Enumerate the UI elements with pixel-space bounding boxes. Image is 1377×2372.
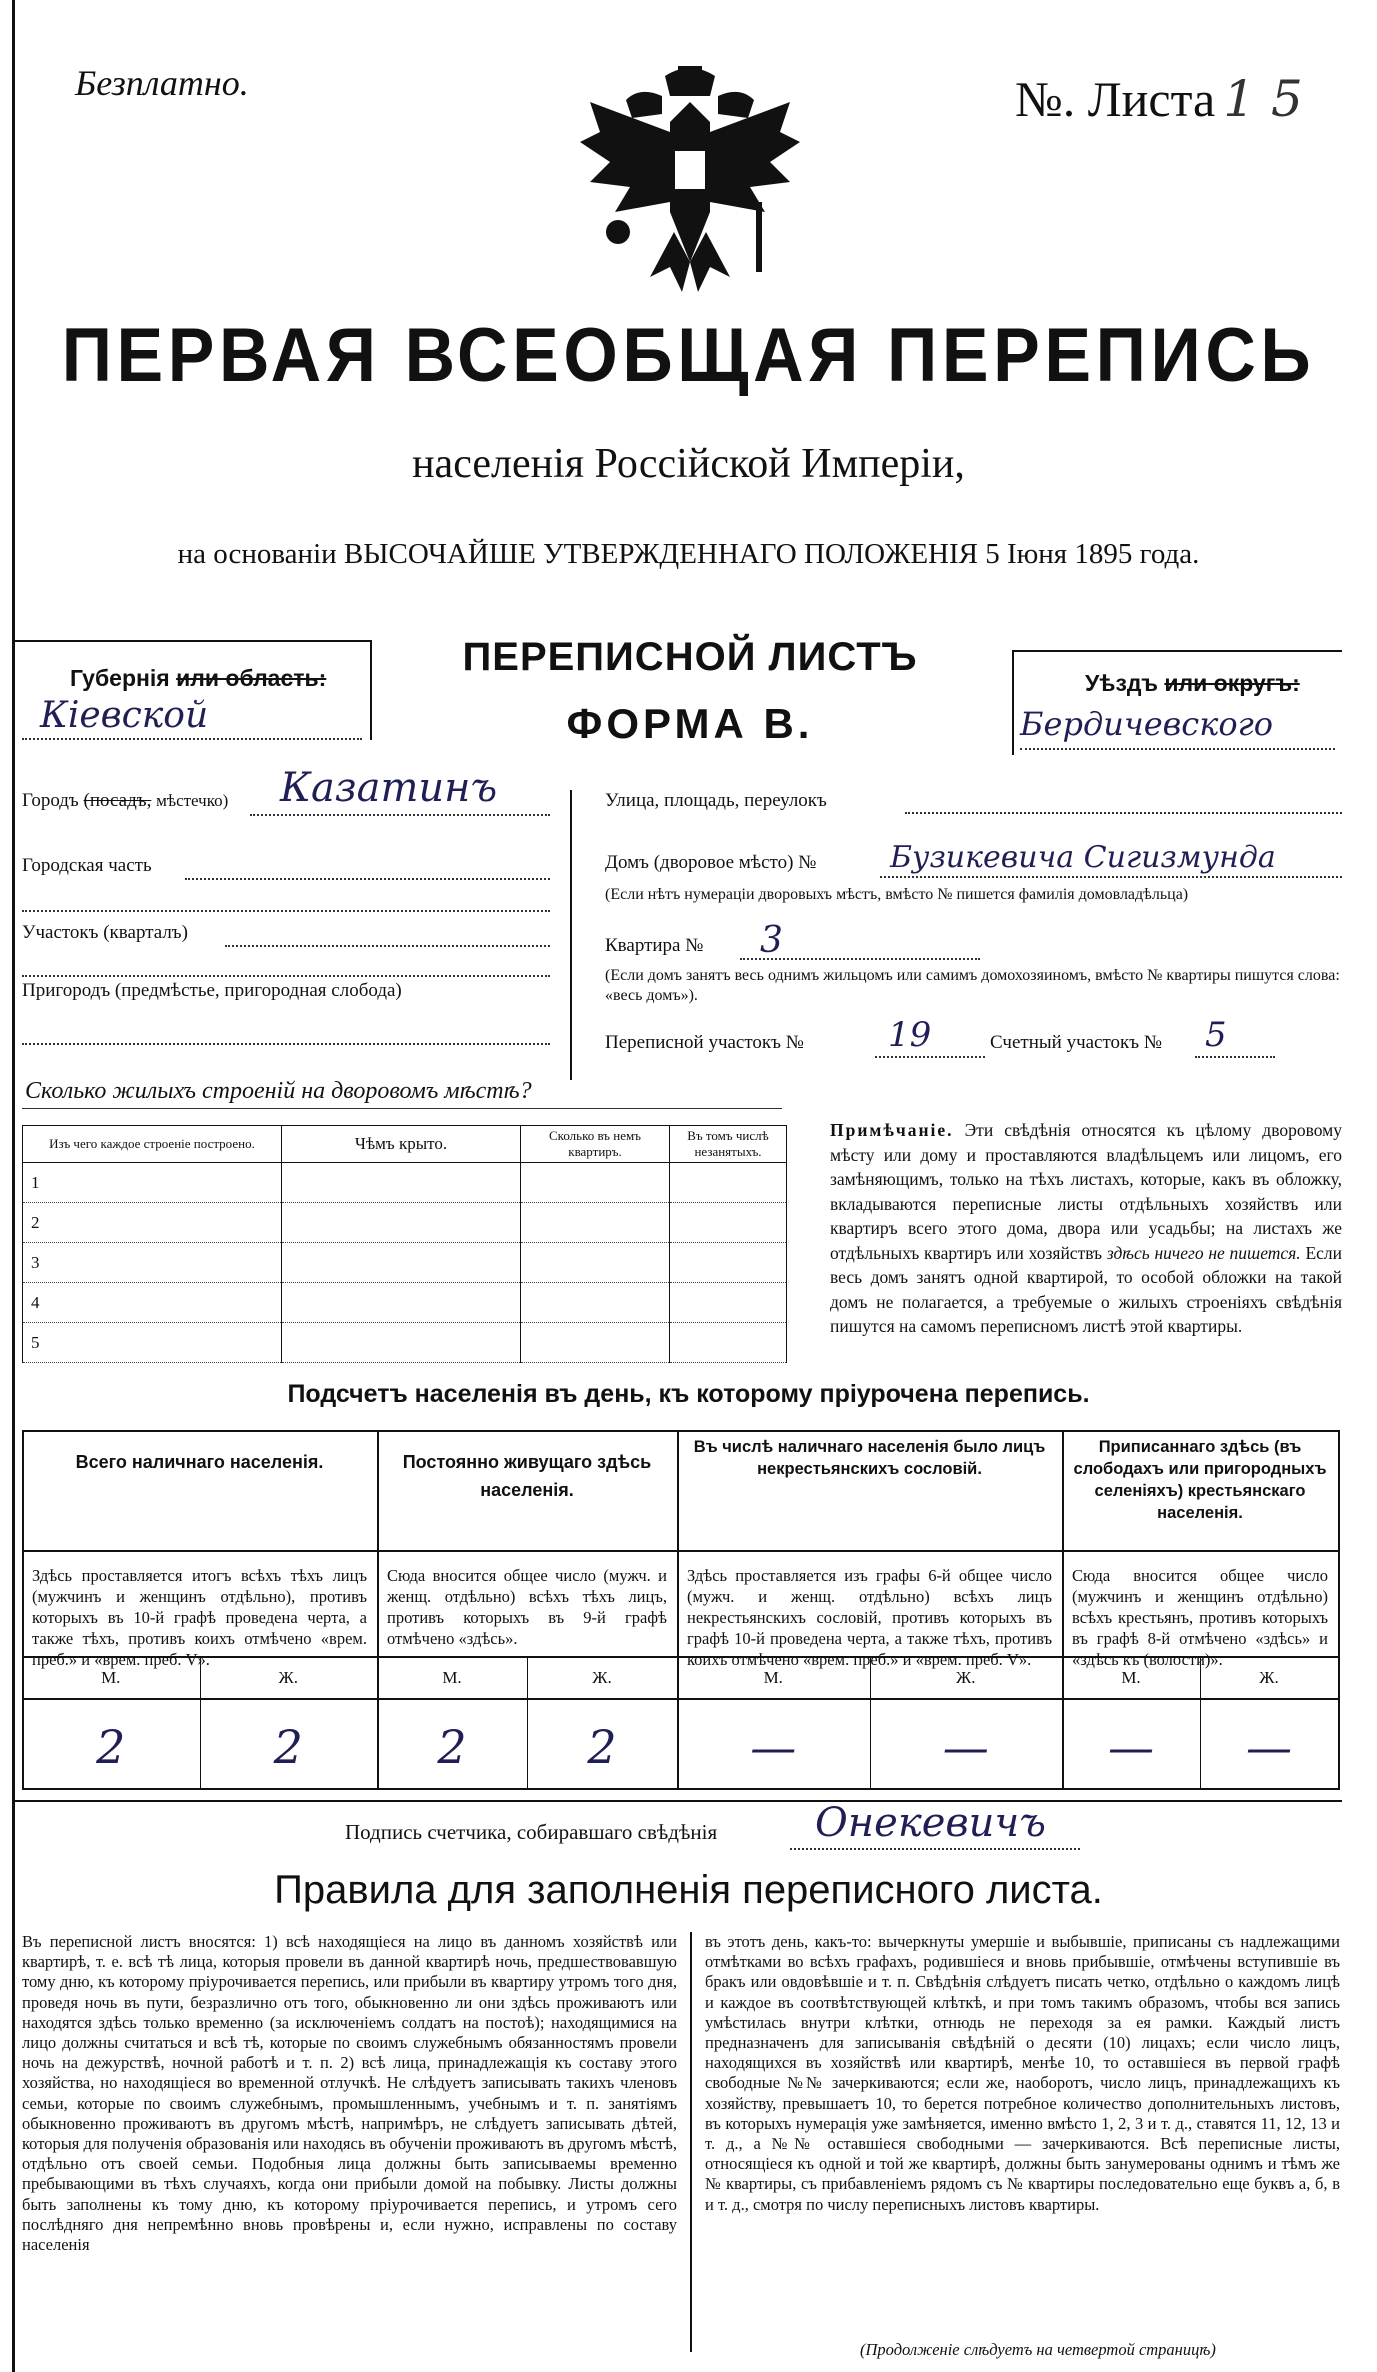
census-column-text: Здѣсь проставляется итогъ всѣхъ тѣхъ лицъ (мужчинъ и женщинъ отдѣльно), противъ которыхъ въ 10-й графѣ проведена черта, а также тѣхъ, противъ коихъ отмѣчено «врем. преб.» и «врем. преб. V». [32,1566,367,1669]
census-column [377,1430,677,1790]
census-male-value: — [750,1720,797,1774]
census-male-value: — [1108,1720,1154,1774]
flat-line [740,958,980,960]
buildings-col-roof: Чѣмъ крыто. [282,1126,521,1163]
census-count-heading: Подсчетъ населенія въ день, къ которому пріурочена перепись. [287,1380,1090,1408]
province-box-top [12,640,372,642]
buildings-cell [670,1163,787,1203]
district-label: Уѣздъ или округъ: [1085,670,1300,696]
buildings-cell [670,1283,787,1323]
note-text-2: Если весь домъ занятъ одной квартирой, то особой обложки на такой домъ не полагается, а требуемые о жилыхъ строеніяхъ свѣдѣнія пишутся на самомъ переписномъ листѣ этой квартиры. [830,1242,1342,1336]
census-count-grid [22,1430,1340,1790]
buildings-row-number: 1 [23,1163,282,1203]
city-part-label: Городская часть [22,855,152,876]
flat-note: (Если домъ занятъ весь однимъ жильцомъ или самимъ домохозяиномъ, вмѣсто № квартиры пишутся слова: «весь домъ»). [605,967,1340,1004]
census-female-value: — [942,1720,989,1774]
rules-title: Правила для заполненія переписного листа. [274,1868,1103,1912]
census-male-value: 2 [437,1720,467,1774]
buildings-row [23,1243,787,1283]
census-district-line [875,1056,985,1058]
buildings-cell [521,1163,670,1203]
form-name: ПЕРЕПИСНОЙ ЛИСТЪ [462,635,918,679]
census-male-label: М. [101,1668,121,1687]
buildings-row [23,1323,787,1363]
census-column-title: Постоянно живущаго здѣсь населенія. [402,1452,652,1500]
buildings-row-number: 4 [23,1283,282,1323]
census-column-text: Сюда вносится общее число (мужчинъ и женщинъ отдѣльно) всѣхъ крестьянъ, противъ которыхъ въ графѣ 8-й отмѣчено «здѣсь» и «здѣсь къ (волости)». [1072,1566,1328,1669]
census-main-title: ПЕРВАЯ ВСЕОБЩАЯ ПЕРЕПИСЬ [61,313,1316,398]
census-female-label: Ж. [278,1668,298,1687]
rules-left-column: Въ переписной листъ вносятся: 1) всѣ находящіеся на лицо въ данномъ хозяйствѣ или квартирѣ, т. е. всѣ тѣ лица, которыя провели въ данной квартирѣ ночь, предшествовавшую тому дню, къ которому пріурочивается перепись, или прибыли въ квартиру утромъ того дня, проведя ночь въ пути, безразлично отъ того, обыкновенно ли они здѣсь проживаютъ или находятся здѣсь только временно (за исключеніемъ солдатъ на постоѣ); находящимися на лицо должны считаться и всѣ тѣ, которые по своимъ служебнымъ обязанностямъ провели ночь на дежурствѣ, ночной работѣ и т. п. 2) всѣ лица, принадлежащія къ составу этого хозяйства, но находящіеся во временной отлучкѣ. Не слѣдуетъ записывать такихъ членовъ семьи, которые по своимъ служебнымъ, промышленнымъ, учебнымъ и т. п. занятіямъ обыкновенно проживаютъ въ другомъ мѣстѣ, напримѣръ, не слѣдуетъ записывать дѣтей, которыя для полученія образованія или находясь въ обученіи проживаютъ въ другомъ мѣстѣ, отдѣльно отъ своей семьи. Подобныя лица должны быть записываемы временно пребывающими въ тѣхъ случаяхъ, когда они прибыли домой на побывку. Листы должны быть заполнены къ тому дню, къ которому пріурочивается перепись, и утромъ сего послѣдняго дня непремѣнно вновь провѣрены и, если нужно, исправлены по составу населенія [22,1932,677,2255]
legal-basis-line: на основаніи ВЫСОЧАЙШЕ УТВЕРЖДЕННАГО ПОЛОЖЕНІЯ 5 Іюня 1895 года. [177,538,1200,570]
rules-right-column: въ этотъ день, какъ-то: вычеркнуты умершіе и выбывшіе, приписаны съ надлежащими отмѣтками во всѣхъ графахъ, родившіеся и вновь прибывшіе, отмѣчены вступившіе въ бракъ или овдовѣвшіе и т. п. Свѣдѣнія слѣдуетъ писать четко, отдѣльно о каждомъ лицѣ и каждое въ соотвѣтствующей клѣткѣ, и при томъ такимъ образомъ, чтобы вся запись умѣстилась внутри клѣтки, отнюдь не переходя за ея рамки. Каждый листъ предназначенъ для записыванія свѣдѣній о десяти (10) лицахъ; если число лицъ, находящихся въ хозяйствѣ или квартирѣ, менѣе 10, то оставшіеся въ первой графѣ свободные №№ зачеркиваются; если же, наоборотъ, число лицъ, принадлежащихъ къ хозяйству, превышаетъ 10, то берется потребное количество дополнительныхъ листовъ, въ которыхъ нумерація уже замѣняется, именно вмѣсто 1, 2, 3 и т. д., ставятся 11, 12, 13 и т. д., а №№ оставшіеся свободными — зачеркиваются. Всѣ переписные листы, относящіеся къ одной и той же квартирѣ, должны быть занумерованы однимъ и тѣмъ же № квартиры, съ прибавленіемъ рядомъ съ № квартиры последовательно еще буквъ а, б, в и т. д., смотря по числу переписныхъ листовъ квартиры. [705,1932,1340,2214]
signature-value: Онекевичъ [815,1800,1046,1846]
census-district-value: 19 [888,1015,932,1055]
suburb-label: Пригородъ (предмѣстье, пригородная слобода) [22,980,402,1001]
province-label: Губернія или область: [70,665,327,691]
census-column-title: Въ числѣ наличнаго населенія было лицъ некрестьянскихъ сословій. [693,1438,1046,1478]
note-text: Эти свѣдѣнія относятся къ цѣлому дворовому мѣсту или дому и проставляются владѣльцемъ или лицомъ, его замѣняющимъ, только на тѣхъ листахъ, которые, какъ въ обложку, вкладываются переписные листы отдѣльныхъ хозяйствъ или квартиръ всего этого дома, двора или усадьбы; на листахъ же отдѣльныхъ квартиръ или хозяйствъ [830,1120,1342,1263]
census-female-label: Ж. [1259,1668,1279,1687]
precinct-label: Участокъ (кварталъ) [22,922,188,943]
buildings-row [23,1203,787,1243]
buildings-note [830,1118,1342,1339]
rules-divider [690,1932,692,2352]
census-column-text: Сюда вносится общее число (мужч. и женщ. отдѣльно) всѣхъ тѣхъ лицъ, противъ которыхъ въ 9-й графѣ отмѣчено «здѣсь». [387,1566,667,1648]
buildings-col-flats: Сколько въ немъ квартиръ. [521,1126,670,1163]
buildings-table [22,1125,787,1363]
house-value: Бузикевича Сигизмунда [890,840,1276,875]
count-district-value: 5 [1205,1015,1227,1055]
census-subtitle: населенія Россійской Имперіи, [412,441,965,487]
buildings-cell [282,1163,521,1203]
district-value: Бердичевского [1020,705,1274,743]
census-female-label: Ж. [592,1668,612,1687]
city-part-line-2 [22,910,550,912]
page-bottom-rule [12,1800,1342,1802]
town-value: Казатинъ [280,765,498,811]
census-column-title: Всего наличнаго населенія. [75,1452,324,1472]
form-letter: ФОРМА В. [566,700,814,747]
buildings-row [23,1283,787,1323]
buildings-question-line [22,1108,782,1109]
buildings-question: Сколько жилыхъ строеній на дворовомъ мѣстѣ? [25,1078,532,1104]
count-district-label: Счетный участокъ № [990,1032,1162,1053]
count-district-line [1195,1056,1275,1058]
buildings-row-number: 2 [23,1203,282,1243]
buildings-row-number: 3 [23,1243,282,1283]
district-box-top [1012,650,1342,652]
note-heading: Примѣчаніе. [830,1120,954,1140]
census-column-title: Приписаннаго здѣсь (въ слободахъ или пригородныхъ селеніяхъ) крестьянскаго населенія. [1073,1438,1327,1522]
buildings-cell [282,1283,521,1323]
province-value: Кiевской [40,695,209,736]
sheet-number-label [1015,70,1303,128]
city-part-line [185,878,550,880]
buildings-cell [670,1323,787,1363]
census-column [22,1430,377,1790]
precinct-line [225,945,550,947]
house-label: Домъ (дворовое мѣсто) № [605,852,817,873]
precinct-line-2 [22,975,550,977]
buildings-row-number: 5 [23,1323,282,1363]
house-line [880,876,1342,878]
buildings-cell [670,1203,787,1243]
census-district-label: Переписной участокъ № [605,1032,804,1053]
buildings-table-header [23,1126,787,1163]
province-box-right [370,640,372,740]
signature-label: Подпись счетчика, собиравшаго свѣдѣнія [345,1820,718,1844]
census-female-value: — [1246,1720,1292,1774]
district-box-left [1012,650,1014,755]
census-male-label: М. [1121,1668,1141,1687]
buildings-cell [282,1243,521,1283]
buildings-cell [521,1203,670,1243]
signature-line [790,1848,1080,1850]
street-line [905,812,1342,814]
flat-label: Квартира № [605,935,704,956]
buildings-cell [282,1203,521,1243]
sheet-number-value: 1 5 [1223,70,1303,128]
imperial-eagle-emblem [570,62,810,302]
free-label: Безплатно. [75,63,249,103]
page-left-border [12,0,15,2372]
buildings-cell [670,1243,787,1283]
census-female-label: Ж. [956,1668,976,1687]
town-label: Городъ (посадъ, мѣстечко) [22,790,229,811]
address-divider [570,790,572,1080]
note-italic: здѣсь ничего не пишется. [1106,1242,1301,1263]
buildings-col-vacant: Въ томъ числѣ незанятыхъ. [670,1126,787,1163]
district-line [1020,748,1335,750]
province-line [22,738,362,740]
rules-continued: (Продолженіе слѣдуетъ на четвертой страницѣ) [860,2340,1216,2359]
buildings-col-material: Изъ чего каждое строеніе построено. [23,1126,282,1163]
census-male-label: М. [442,1668,462,1687]
buildings-row [23,1163,787,1203]
house-note: (Если нѣтъ нумераціи дворовыхъ мѣстъ, вмѣсто № пишется фамилія домовладѣльца) [605,886,1189,903]
census-column-text: Здѣсь проставляется изъ графы 6-й общее число (мужч. и женщ. отдѣльно) всѣхъ лицъ некрестьянскихъ сословій, противъ которыхъ въ графѣ 10-й проведена черта, а также тѣхъ, противъ коихъ отмѣчено «врем. преб.» и «врем. преб. V». [687,1566,1052,1669]
street-label: Улица, площадь, переулокъ [605,790,827,811]
census-female-value: 2 [273,1720,303,1774]
flat-value: 3 [760,920,783,961]
census-male-label: М. [763,1668,783,1687]
census-male-value: 2 [96,1720,126,1774]
census-column [677,1430,1062,1790]
buildings-cell [521,1283,670,1323]
census-column [1062,1430,1338,1790]
suburb-line [22,1043,550,1045]
buildings-cell [282,1323,521,1363]
sheet-label-text: №. Листа [1015,71,1216,127]
buildings-cell [521,1243,670,1283]
buildings-cell [521,1323,670,1363]
town-line [250,814,550,816]
census-female-value: 2 [587,1720,617,1774]
